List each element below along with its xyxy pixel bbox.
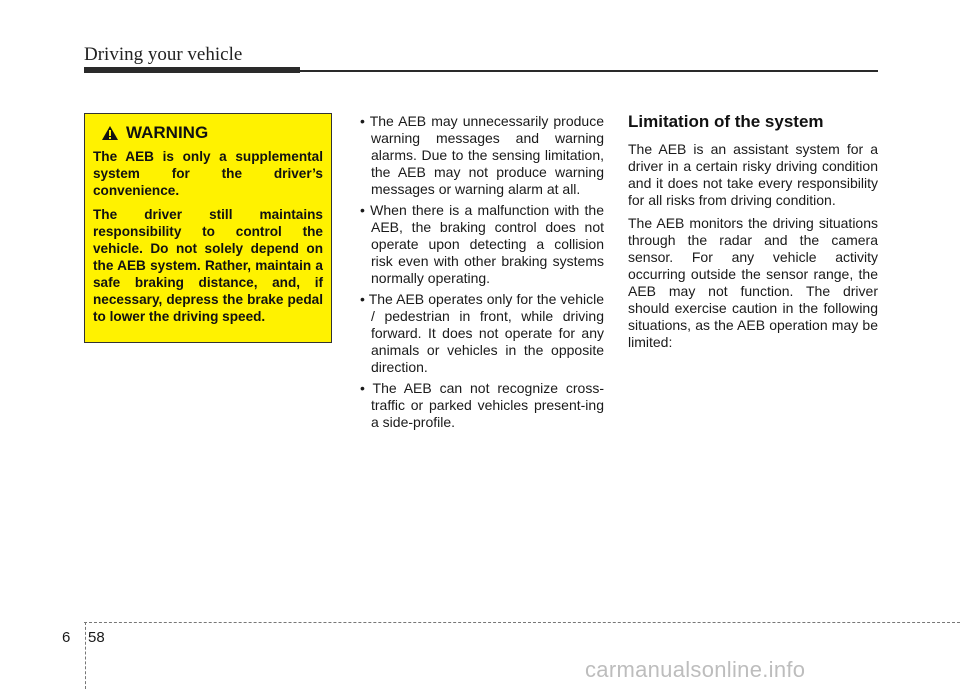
- bullet-item: • The AEB operates only for the vehicle / pedestrian in front, while driving forward. It does not operate for any animals or vehicles in the opposite direction.: [360, 291, 604, 375]
- warning-box: [84, 113, 332, 343]
- page-number: 58: [88, 629, 105, 646]
- footer-rule: [84, 622, 960, 623]
- bullet-list: [355, 113, 604, 435]
- watermark: carmanualsonline.info: [585, 657, 806, 682]
- footer-divider: [85, 622, 86, 689]
- warning-paragraph: The driver still maintains responsibility to control the vehicle. Do not solely depend on the AEB system. Rather, maintain a safe braking distance, and, if necessary, depress the brake pedal to lower the driving speed.: [93, 207, 323, 324]
- bullet-item: • When there is a malfunction with the AEB, the braking control does not operate upon detecting a collision risk even with other braking systems normally operating.: [360, 202, 604, 286]
- warning-header: [101, 123, 323, 143]
- warning-paragraph: The AEB is only a supplemental system for the driver’s convenience.: [93, 149, 323, 198]
- warning-title: WARNING: [126, 123, 209, 142]
- bullet-item: • The AEB can not recognize cross-traffic or parked vehicles present-ing a side-profile.: [360, 380, 604, 430]
- bullet-item: • The AEB may unnecessarily produce warning messages and warning alarms. Due to the sensing limitation, the AEB may not produce warning messages or warning alarm at all.: [360, 113, 604, 197]
- section-paragraph: The AEB is an assistant system for a driver in a certain risky driving condition and it does not take every responsibility for all risks from driving condition.: [628, 141, 878, 208]
- header-bar: [84, 67, 300, 73]
- section-paragraph: The AEB monitors the driving situations through the radar and the camera sensor. For any vehicle activity occurring outside the sensor range, the AEB may not function. The driver should exercise caution in the following situations, as the AEB operation may be limited:: [628, 215, 878, 350]
- section-title: Limitation of the system: [628, 112, 824, 131]
- page-header-title: Driving your vehicle: [84, 44, 243, 65]
- limitation-section: [628, 112, 878, 357]
- warning-triangle-icon: [101, 125, 119, 141]
- header-rule: [300, 70, 878, 72]
- chapter-number: 6: [62, 629, 71, 646]
